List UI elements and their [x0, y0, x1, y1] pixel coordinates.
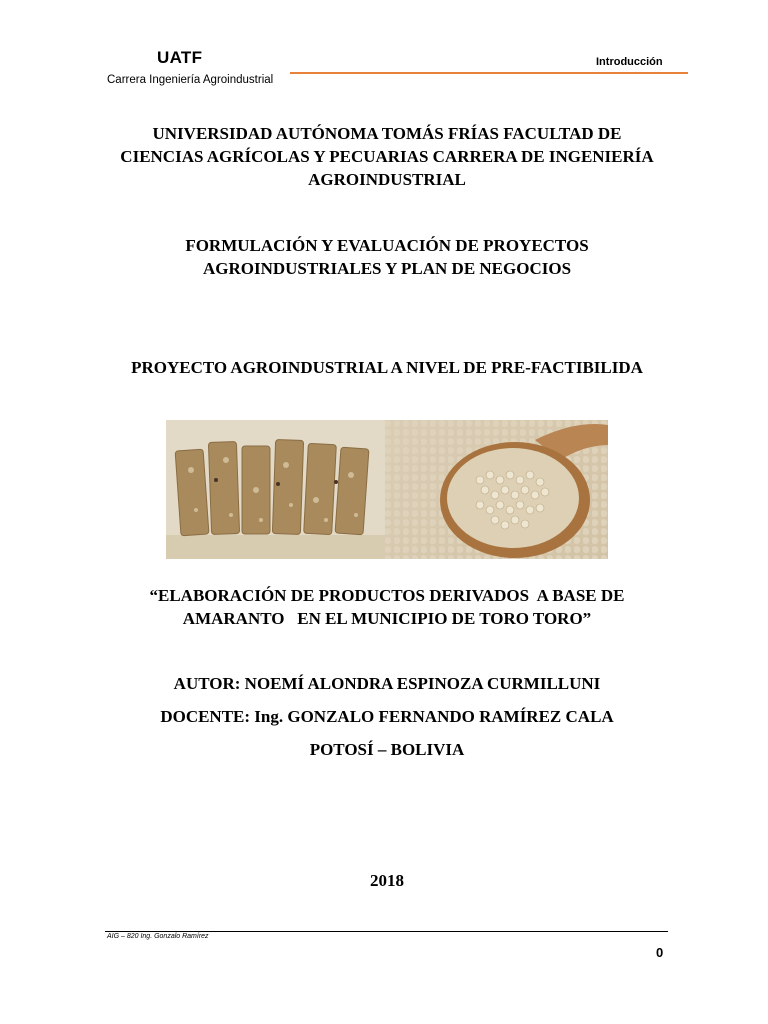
section-label: Introducción — [596, 56, 663, 68]
header-left — [107, 48, 273, 86]
career-name: Carrera Ingeniería Agroindustrial — [107, 74, 274, 86]
author: AUTOR: NOEMÍ ALONDRA ESPINOZA CURMILLUNI — [173, 674, 601, 693]
university-line-3: AGROINDUSTRIAL — [308, 170, 466, 189]
page-number: 0 — [656, 945, 664, 960]
teacher: DOCENTE: Ing. GONZALO FERNANDO RAMÍREZ CALA — [160, 707, 614, 726]
cover-images — [166, 420, 608, 559]
university-heading — [100, 122, 674, 191]
project-title-line-2: AMARANTO EN EL MUNICIPIO DE TORO TORO” — [182, 609, 592, 628]
granola-bars-photo — [166, 420, 385, 559]
footer-text: AIG – 820 Ing. Gonzalo Ramírez — [107, 933, 209, 940]
course-line-1: FORMULACIÓN Y EVALUACIÓN DE PROYECTOS — [185, 236, 589, 255]
course-line-2: AGROINDUSTRIALES Y PLAN DE NEGOCIOS — [202, 259, 572, 278]
logo-text: UATF — [157, 48, 203, 67]
footer-divider — [105, 931, 668, 932]
location: POTOSÍ – BOLIVIA — [309, 740, 465, 759]
header-divider — [290, 72, 688, 74]
project-title-line-1: “ELABORACIÓN DE PRODUCTOS DERIVADOS A BASE DE — [149, 586, 625, 605]
year: 2018 — [370, 871, 404, 890]
university-line-2: CIENCIAS AGRÍCOLAS Y PECUARIAS CARRERA DE INGENIERÍA — [120, 147, 654, 166]
project-level: PROYECTO AGROINDUSTRIAL A NIVEL DE PRE-FACTIBILIDA — [131, 358, 643, 377]
project-title — [100, 584, 674, 630]
amaranth-seeds-photo — [385, 420, 608, 559]
course-heading — [100, 234, 674, 280]
university-line-1: UNIVERSIDAD AUTÓNOMA TOMÁS FRÍAS FACULTAD DE — [152, 124, 622, 143]
